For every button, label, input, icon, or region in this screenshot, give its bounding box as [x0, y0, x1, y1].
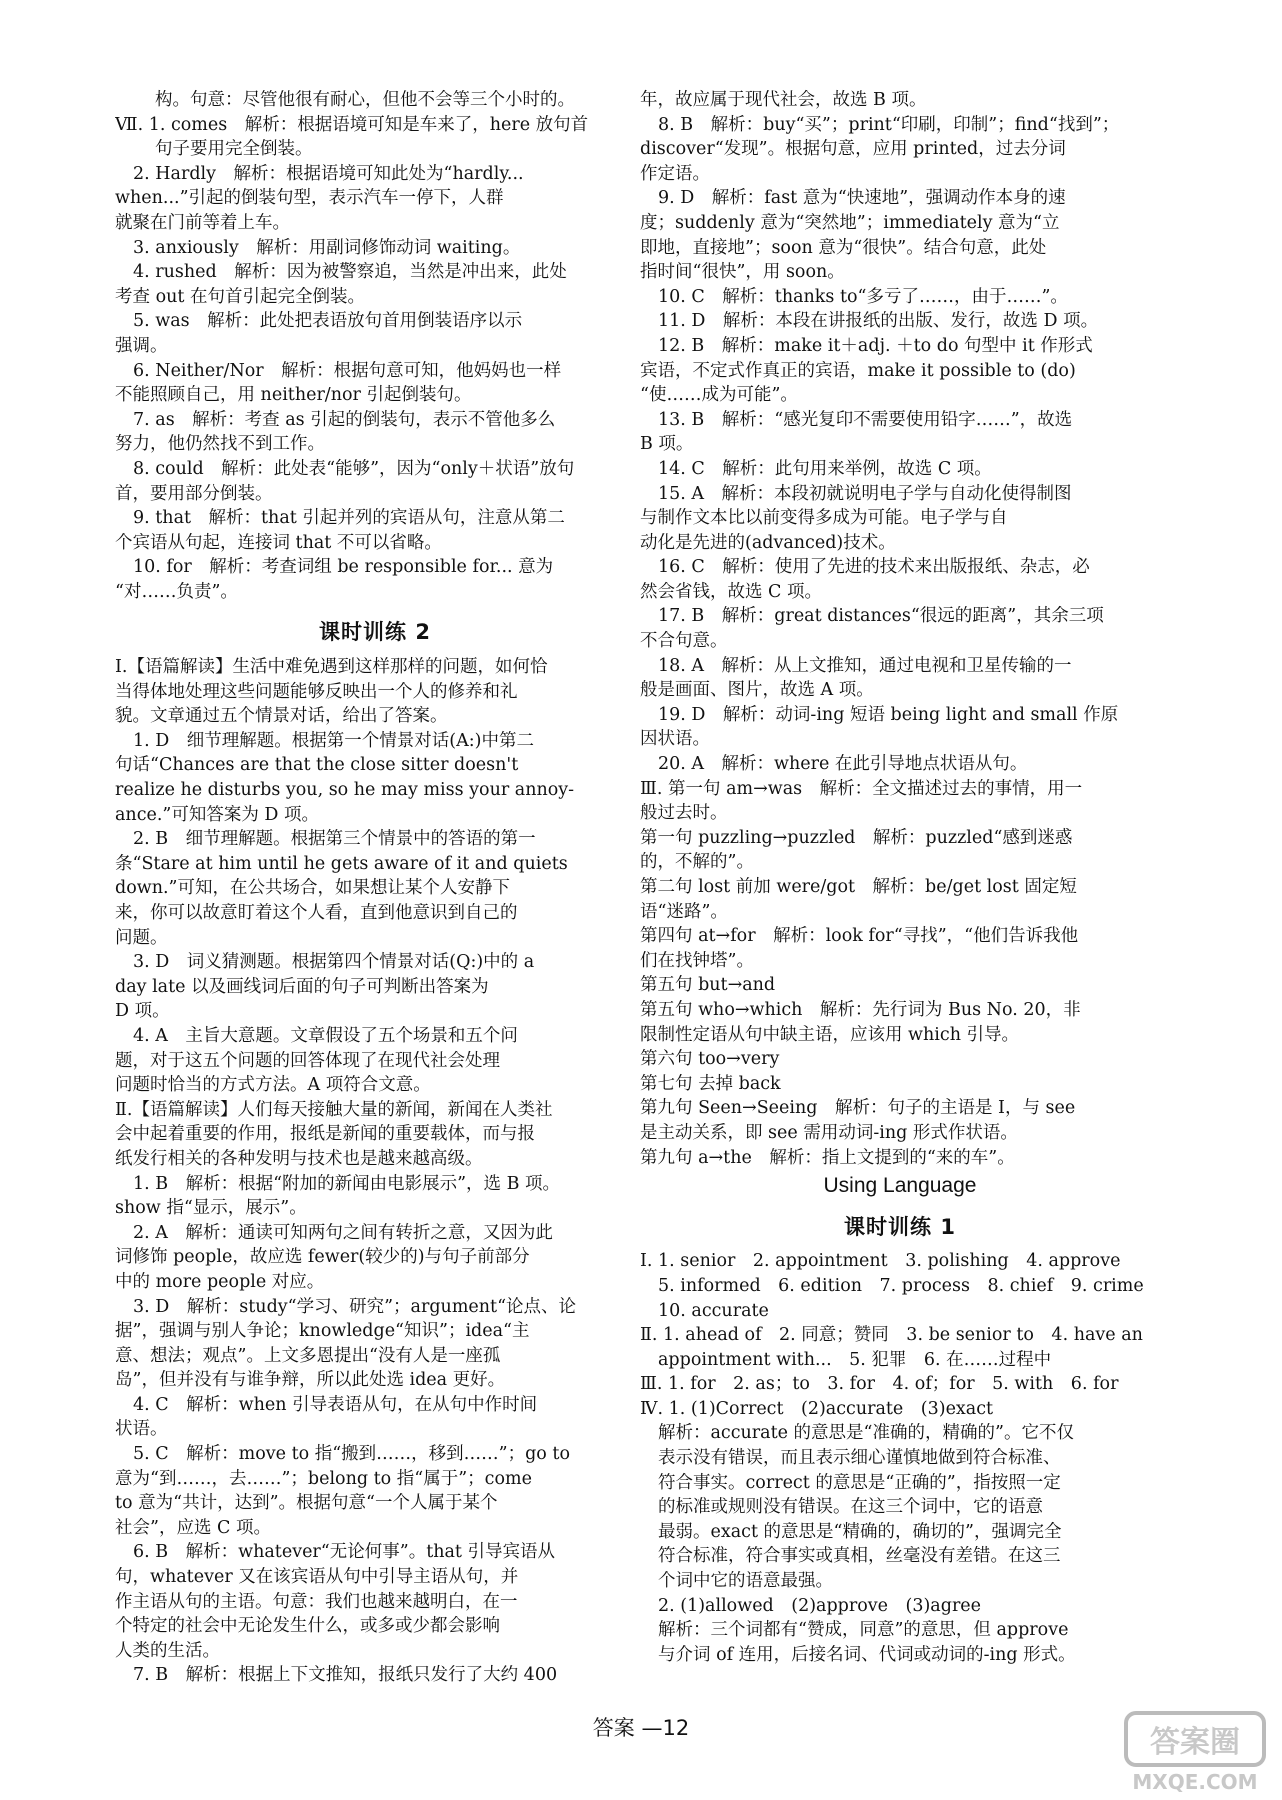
right-line: “使……成为可能”。: [640, 385, 798, 406]
left-line: day late 以及画线词后面的句子可判断出答案为: [115, 976, 489, 997]
left-line: D 项。: [115, 1001, 170, 1022]
right-line: 第五句 who→which 解析：先行词为 Bus No. 20，非: [640, 999, 1081, 1020]
right-line: discover“发现”。根据句意，应用 printed，过去分词: [640, 139, 1066, 160]
left-line: 意为“到……，去……”；belong to 指“属于”；come: [115, 1468, 532, 1489]
left-line: when...”引起的倒装句型，表示汽车一停下，人群: [115, 188, 504, 209]
left-line: 状语。: [115, 1419, 168, 1440]
left-line: 6. Neither/Nor 解析：根据句意可知，他妈妈也一样: [133, 360, 562, 381]
right-line: 18. A 解析：从上文推知，通过电视和卫星传输的一: [658, 655, 1072, 676]
left-line: 据”，强调与别人争论；knowledge“知识”；idea“主: [115, 1321, 530, 1342]
left-line: 4. C 解析：when 引导表语从句，在从句中作时间: [133, 1394, 538, 1415]
right-line: 9. D 解析：fast 意为“快速地”，强调动作本身的速: [658, 188, 1066, 209]
left-line: 来，你可以故意盯着这个人看，直到他意识到自己的: [115, 903, 518, 923]
left-line: Ⅶ. 1. comes 解析：根据语境可知是车来了，here 放句首: [115, 114, 589, 135]
right-line: 的标准或规则没有错误。在这三个词中，它的语意: [658, 1497, 1043, 1518]
right-line: 5. informed 6. edition 7. process 8. chief 9. crime: [658, 1275, 1144, 1296]
right-line: 19. D 解析：动词-ing 短语 being light and small 作原: [658, 704, 1119, 725]
left-line: 就聚在门前等着上车。: [115, 212, 290, 233]
right-line: 14. C 解析：此句用来举例，故选 C 项。: [658, 458, 992, 479]
left-line: 人类的生活。: [115, 1640, 220, 1661]
right-line: 与介词 of 连用，后接名词、代词或动词的-ing 形式。: [658, 1644, 1076, 1665]
right-line: 们在找钟塔”。: [640, 950, 754, 971]
right-line: 是主动关系，即 see 需用动词-ing 形式作状语。: [640, 1122, 1018, 1143]
left-line: 不能照顾自己，用 neither/nor 引起倒装句。: [115, 385, 472, 406]
right-line: 语“迷路”。: [640, 901, 728, 922]
right-line: 10. accurate: [658, 1300, 769, 1321]
left-line: 岛”，但并没有与谁争辩，所以此处选 idea 更好。: [115, 1370, 506, 1391]
right-line: 即地，直接地”；soon 意为“很快”。结合句意，此处: [640, 237, 1047, 258]
left-line: 3. D 解析：study“学习、研究”；argument“论点、论: [133, 1296, 577, 1317]
right-line: 第一句 puzzling→puzzled 解析：puzzled“感到迷惑: [640, 827, 1073, 848]
right-line: 2. (1)allowed (2)approve (3)agree: [658, 1595, 982, 1616]
right-line: 与制作文本比以前变得多成为可能。电子学与自: [640, 508, 1008, 529]
left-line: 会中起着重要的作用，报纸是新闻的重要载体，而与报: [115, 1124, 535, 1145]
right-line: 符合事实。correct 的意思是“正确的”，指按照一定: [658, 1472, 1061, 1493]
right-line: 因状语。: [640, 729, 710, 750]
right-line: Using Language: [823, 1174, 977, 1198]
right-line: 12. B 解析：make it＋adj. ＋to do 句型中 it 作形式: [658, 335, 1093, 356]
left-line: 纸发行相关的各种发明与技术也是越来越高级。: [115, 1148, 483, 1169]
right-line: 11. D 解析：本段在讲报纸的出版、发行，故选 D 项。: [658, 311, 1099, 332]
right-line: Ⅲ. 1. for 2. as；to 3. for 4. of；for 5. with 6. for: [640, 1374, 1119, 1395]
right-line: 宾语，不定式作真正的宾语，make it possible to (do): [640, 360, 1076, 381]
left-line: 意、想法；观点”。上文多恩提出“没有人是一座孤: [115, 1345, 501, 1366]
right-line: 课时训练 1: [844, 1214, 956, 1239]
left-line: ance.”可知答案为 D 项。: [115, 804, 320, 825]
right-line: 限制性定语从句中缺主语，应该用 which 引导。: [640, 1024, 1020, 1045]
right-line: 然会省钱，故选 C 项。: [640, 581, 823, 602]
right-line: 第五句 but→and: [640, 975, 776, 996]
right-line: 第九句 Seen→Seeing 解析：句子的主语是 I，与 see: [640, 1098, 1076, 1119]
left-line: realize he disturbs you, so he may miss your annoy-: [115, 780, 575, 801]
right-line: 第九句 a→the 解析：指上文提到的“来的车”。: [640, 1147, 1015, 1168]
right-line: 第六句 too→very: [640, 1049, 780, 1070]
right-line: 符合标准，符合事实或真相，丝毫没有差错。在这三: [658, 1546, 1061, 1567]
left-line: 7. B 解析：根据上下文推知，报纸只发行了大约 400: [133, 1665, 558, 1686]
left-line: 中的 more people 对应。: [115, 1271, 325, 1292]
left-line: 构。句意：尽管他很有耐心，但他不会等三个小时的。: [155, 90, 575, 110]
left-line: 10. for 解析：考查词组 be responsible for... 意为: [133, 557, 554, 578]
right-line: 15. A 解析：本段初就说明电子学与自动化使得制图: [658, 483, 1072, 504]
left-line: to 意为“共计，达到”。根据句意“一个人属于某个: [115, 1493, 498, 1514]
left-line: Ⅰ.【语篇解读】生活中难免遇到这样那样的问题，如何恰: [115, 657, 548, 678]
right-line: 20. A 解析：where 在此引导地点状语从句。: [658, 754, 1028, 775]
left-column: [115, 88, 635, 1688]
left-line: 个宾语从句起，连接词 that 不可以省略。: [115, 532, 442, 553]
left-line: 7. as 解析：考查 as 引起的倒装句，表示不管他多么: [133, 409, 556, 430]
right-line: 个词中它的语意最强。: [658, 1571, 833, 1592]
left-line: 努力，他仍然找不到工作。: [115, 434, 325, 455]
right-line: B 项。: [640, 434, 694, 455]
watermark-logo: [1120, 1705, 1270, 1795]
svg-text:答案圈: 答案圈: [1150, 1725, 1240, 1760]
left-line: 貌。文章通过五个情景对话，给出了答案。: [115, 706, 448, 727]
right-line: 度；suddenly 意为“突然地”；immediately 意为“立: [640, 212, 1060, 233]
left-line: 个特定的社会中无论发生什么，或多或少都会影响: [115, 1616, 500, 1637]
left-line: 社会”，应选 C 项。: [115, 1517, 271, 1538]
right-line: 8. B 解析：buy“买”；print“印刷，印制”；find“找到”；: [658, 114, 1120, 135]
right-line: 不合句意。: [640, 631, 728, 652]
right-line: 表示没有错误，而且表示细心谨慎地做到符合标准、: [658, 1448, 1061, 1469]
right-line: 解析：accurate 的意思是“准确的，精确的”。它不仅: [658, 1423, 1074, 1444]
right-line: 动化是先进的(advanced)技术。: [640, 532, 896, 553]
left-line: 4. rushed 解析：因为被警察追，当然是冲出来，此处: [133, 262, 567, 283]
left-line: 5. was 解析：此处把表语放句首用倒装语序以示: [133, 311, 523, 332]
left-line: 作主语从句的主语。句意：我们也越来越明白，在一: [115, 1591, 518, 1612]
left-line: 词修饰 people，故应选 fewer(较少的)与句子前部分: [115, 1247, 530, 1268]
left-line: 4. A 主旨大意题。文章假设了五个场景和五个问: [133, 1025, 518, 1046]
right-line: appointment with... 5. 犯罪 6. 在……过程中: [658, 1349, 1052, 1370]
left-line: 句，whatever 又在该宾语从句中引导主语从句，并: [115, 1567, 519, 1588]
right-line: Ⅱ. 1. ahead of 2. 同意；赞同 3. be senior to 4. have an: [640, 1325, 1143, 1346]
left-line: 1. D 细节理解题。根据第一个情景对话(A:)中第二: [133, 730, 534, 751]
page-footer: 答案 —12: [592, 1716, 690, 1740]
right-line: 第七句 去掉 back: [640, 1073, 781, 1094]
right-line: 解析：三个词都有“赞成，同意”的意思，但 approve: [658, 1620, 1069, 1641]
left-line: 1. B 解析：根据“附加的新闻由电影展示”，选 B 项。: [133, 1173, 560, 1194]
right-line: 最弱。exact 的意思是“精确的，确切的”，强调完全: [658, 1521, 1062, 1542]
left-line: 2. B 细节理解题。根据第三个情景中的答语的第一: [133, 829, 536, 850]
right-line: 般过去时。: [640, 803, 728, 824]
left-line: 问题。: [115, 927, 168, 948]
right-column: [640, 88, 1160, 1667]
right-line: 第二句 lost 前加 were/got 解析：be/get lost 固定短: [640, 877, 1077, 897]
right-line: 的，不解的”。: [640, 852, 754, 873]
left-line: Ⅱ.【语篇解读】人们每天接触大量的新闻，新闻在人类社: [115, 1099, 553, 1120]
right-line: 般是画面、图片，故选 A 项。: [640, 680, 874, 701]
right-line: 作定语。: [640, 163, 710, 184]
left-line: 问题时恰当的方式方法。A 项符合文意。: [115, 1075, 431, 1096]
left-line: 8. could 解析：此处表“能够”，因为“only＋状语”放句: [133, 458, 575, 479]
svg-text:MXQE.COM: MXQE.COM: [1132, 1770, 1258, 1794]
right-line: 第四句 at→for 解析：look for“寻找”，“他们告诉我他: [640, 926, 1079, 947]
left-line: 句话“Chances are that the close sitter doesn't: [115, 755, 519, 776]
left-line: 题，对于这五个问题的回答体现了在现代社会处理: [115, 1050, 500, 1071]
left-line: 3. anxiously 解析：用副词修饰动词 waiting。: [133, 237, 521, 258]
left-line: 6. B 解析：whatever“无论何事”。that 引导宾语从: [133, 1542, 556, 1563]
left-line: 首，要用部分倒装。: [115, 483, 273, 504]
left-line: 3. D 词义猜测题。根据第四个情景对话(Q:)中的 a: [133, 952, 535, 973]
right-line: 13. B 解析：“感光复印不需要使用铅字……”，故选: [658, 409, 1073, 430]
left-line: down.”可知，在公共场合，如果想让某个人安静下: [115, 878, 510, 899]
left-line: 课时训练 2: [319, 620, 431, 645]
left-line: 条“Stare at him until he gets aware of it and quiets: [115, 853, 568, 874]
right-line: Ⅰ. 1. senior 2. appointment 3. polishing 4. approve: [640, 1251, 1121, 1272]
left-line: 当得体地处理这些问题能够反映出一个人的修养和礼: [115, 681, 518, 702]
left-line: 考查 out 在句首引起完全倒装。: [115, 286, 365, 307]
left-line: “对……负责”。: [115, 581, 238, 602]
left-line: 强调。: [115, 335, 168, 356]
left-line: 9. that 解析：that 引起并列的宾语从句，注意从第二: [133, 508, 565, 529]
right-line: Ⅳ. 1. (1)Correct (2)accurate (3)exact: [640, 1398, 994, 1419]
left-line: 句子要用完全倒装。: [155, 139, 313, 160]
left-line: 5. C 解析：move to 指“搬到……，移到……”；go to: [133, 1444, 570, 1465]
left-line: 2. A 解析：通读可知两句之间有转折之意，又因为此: [133, 1222, 553, 1243]
right-line: 10. C 解析：thanks to“多亏了……，由于……”。: [658, 286, 1068, 307]
right-line: 年，故应属于现代社会，故选 B 项。: [640, 90, 927, 110]
right-line: 16. C 解析：使用了先进的技术来出版报纸、杂志，必: [658, 557, 1090, 578]
right-line: Ⅲ. 第一句 am→was 解析：全文描述过去的事情，用一: [640, 778, 1083, 799]
right-line: 指时间“很快”，用 soon。: [640, 262, 845, 283]
left-line: 2. Hardly 解析：根据语境可知此处为“hardly...: [133, 163, 524, 184]
left-line: show 指“显示，展示”。: [115, 1198, 307, 1219]
right-line: 17. B 解析：great distances“很远的距离”，其余三项: [658, 606, 1104, 627]
